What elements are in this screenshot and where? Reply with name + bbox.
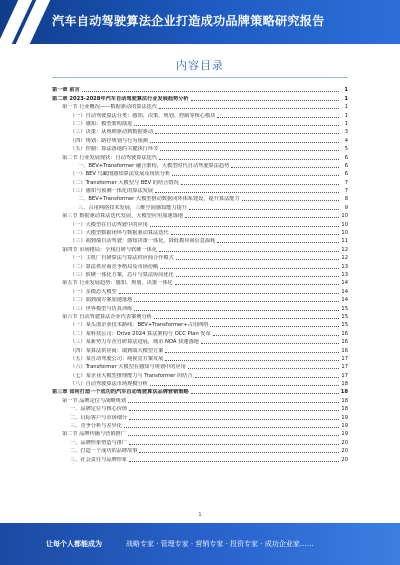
toc-entry[interactable]	[52, 211, 348, 219]
toc-entry-label: （一）主机厂自研算法与算法供应商合作模式	[70, 255, 174, 262]
toc-leader-dots	[134, 310, 339, 311]
report-header-banner	[0, 0, 400, 44]
toc-leader-dots	[165, 360, 339, 361]
toc-leader-dots	[188, 368, 339, 369]
toc-entry-page: 20	[341, 448, 348, 455]
toc-entry-label: 第三章 如何打造一个成功的汽车自动驾驶算法品牌营销策略	[52, 389, 189, 396]
toc-entry-page: 18	[341, 397, 348, 404]
toc-entry-page: 16	[341, 339, 348, 346]
toc-entry[interactable]	[52, 446, 348, 454]
toc-entry-page: 9	[344, 204, 348, 211]
toc-entry[interactable]	[52, 354, 348, 362]
page-number: 1	[198, 512, 202, 518]
toc-entry[interactable]	[52, 404, 348, 412]
toc-entry-label: （三）软硬一体化方案，芯片与算法协同优化	[70, 271, 174, 278]
toc-entry[interactable]	[52, 194, 348, 202]
toc-entry-page: 10	[341, 213, 348, 220]
toc-entry-label: （二）端到端方案加速落地	[70, 297, 133, 304]
toc-entry-label: （一）大模型在自动驾驶中的应用	[70, 221, 148, 228]
toc-entry-label: 三、社会责任与品牌形象	[70, 456, 128, 463]
toc-leader-dots	[129, 419, 339, 420]
toc-entry[interactable]	[52, 152, 348, 160]
toc-entry-label: 二、目标客户与市场细分	[70, 414, 128, 421]
toc-entry-label: （二）某科技公司：Drive 2024 算法架构与 OCC Plan 发布	[70, 330, 211, 337]
toc-leader-dots	[155, 133, 339, 134]
toc-entry-page: 20	[341, 456, 348, 463]
toc-entry-label: 第一章 前言	[52, 87, 80, 94]
toc-leader-dots	[155, 192, 339, 193]
toc-entry-label: 三、竞争分析与差异化	[70, 423, 122, 430]
toc-entry-label: 第三节 数据驱动算法迭代发展，大模型应用加速落地	[62, 213, 183, 220]
toc-entry[interactable]	[52, 270, 348, 278]
toc-entry[interactable]	[52, 127, 348, 135]
toc-leader-dots	[128, 402, 339, 403]
toc-entry-label: （五）某自动驾驶公司：纯视觉方案发展	[70, 355, 164, 362]
toc-entry-page: 1	[344, 87, 348, 94]
toc-entry-label: 二、打造一个成功的品牌故事	[70, 448, 138, 455]
toc-entry-label: 第二节 品牌传播与营销推广	[62, 431, 126, 438]
toc-leader-dots	[159, 251, 339, 252]
toc-entry[interactable]	[52, 219, 348, 227]
toc-entry-page: 18	[340, 389, 348, 396]
toc-entry-page: 6	[344, 154, 348, 161]
toc-entry-page: 17	[341, 364, 348, 371]
toc-entry-page: 15	[341, 313, 348, 320]
toc-entry-label: （七）某企业大模型推理能力与 Transformer 的结合	[70, 372, 193, 379]
toc-entry-page: 5	[344, 146, 348, 153]
toc-entry-label: 第六节 自动驾驶算法企业代表案例分析	[62, 313, 152, 320]
toc-entry-page: 1	[344, 104, 348, 111]
toc-leader-dots	[176, 276, 339, 277]
toc-entry-label: （六）Transformer 大模型在感知与规划中的应用	[70, 364, 186, 371]
toc-leader-dots	[129, 444, 339, 445]
toc-leader-dots	[171, 234, 339, 235]
toc-entry-label: （四）某算法供应商：端到端大模型方案	[70, 347, 164, 354]
toc-leader-dots	[189, 209, 339, 210]
toc-entry[interactable]	[52, 370, 348, 378]
toc-entry-page: 19	[341, 414, 348, 421]
toc-leader-dots	[217, 117, 339, 118]
toc-entry[interactable]	[52, 119, 348, 127]
toc-entry[interactable]	[52, 320, 348, 328]
toc-entry-page: 10	[341, 230, 348, 237]
toc-entry[interactable]	[52, 253, 348, 261]
toc-entry-page: 7	[344, 179, 348, 186]
toc-leader-dots	[159, 159, 339, 160]
toc-entry-page: 15	[341, 305, 348, 312]
toc-entry-page: 1	[344, 95, 348, 102]
toc-entry-page: 18	[341, 406, 348, 413]
toc-entry-page: 15	[341, 322, 348, 329]
toc-leader-dots	[124, 427, 339, 428]
toc-entry-page: 7	[344, 188, 348, 195]
toc-entry-page: 16	[341, 330, 348, 337]
toc-entry[interactable]	[52, 144, 348, 152]
toc-entry-label: （二）Transformer 大模型与 BEV 的结合情况	[70, 179, 179, 186]
toc-entry[interactable]	[52, 169, 348, 177]
toc-entry-page: 13	[341, 263, 348, 270]
toc-entry[interactable]	[52, 312, 348, 320]
toc-entry[interactable]	[52, 345, 348, 353]
toc-leader-dots	[217, 242, 339, 243]
toc-leader-dots	[129, 461, 339, 462]
toc-entry-page: 12	[341, 246, 348, 253]
toc-entry-label: （一）某头部企业技术路线：BEV+Transformer+占用网络	[70, 322, 209, 329]
toc-entry-page: 16	[341, 347, 348, 354]
toc-entry-page: 11	[341, 238, 348, 245]
toc-leader-dots	[191, 393, 339, 394]
toc-entry-label: 一、BEV+Transformer 融合架构，大模型时代自动驾驶算法趋势	[78, 162, 230, 169]
toc-leader-dots	[154, 318, 339, 319]
toc-entry-page: 18	[341, 381, 348, 388]
toc-leader-dots	[175, 284, 339, 285]
toc-entry-page: 17	[341, 372, 348, 379]
toc-leader-dots	[185, 217, 339, 218]
toc-leader-dots	[231, 167, 339, 168]
toc-leader-dots	[172, 175, 339, 176]
toc-entry[interactable]	[52, 202, 348, 210]
toc-leader-dots	[134, 301, 339, 302]
toc-leader-dots	[119, 293, 339, 294]
toc-entry[interactable]	[52, 278, 348, 286]
toc-entry[interactable]	[52, 286, 348, 294]
toc-entry[interactable]	[52, 454, 348, 462]
toc-entry-label: （二）算法供应商竞争格局及市场份额	[70, 263, 159, 270]
toc-leader-dots	[150, 142, 339, 143]
toc-entry-page: 13	[341, 271, 348, 278]
footer-banner	[0, 523, 400, 565]
toc-entry[interactable]	[52, 110, 348, 118]
toc-entry-label: （一）多模态大模型	[70, 288, 117, 295]
toc-leader-dots	[191, 100, 339, 101]
toc-leader-dots	[150, 226, 339, 227]
toc-leader-dots	[160, 150, 339, 151]
toc-entry[interactable]	[52, 228, 348, 236]
toc-entry-label: 第四节 市场格局：全栈自研与软硬一体化	[62, 246, 158, 253]
toc-entry-label: 第二章 2023-2028年汽车自动驾驶算法行业发展趋势分析	[52, 95, 189, 102]
toc-leader-dots	[150, 385, 339, 386]
toc-entry-label: 一、品牌定位与核心价值	[70, 406, 128, 413]
toc-entry-page: 1	[344, 112, 348, 119]
toc-entry-label: 三、占用网络技术发展，三维空间感知能力提升	[78, 204, 187, 211]
toc-leader-dots	[195, 377, 339, 378]
toc-leader-dots	[160, 268, 339, 269]
toc-leader-dots	[165, 352, 339, 353]
toc-entry[interactable]	[52, 362, 348, 370]
toc-entry-label: 二、BEV+Transformer 大模型推动数据闭环体系建设，提升算法能力	[78, 196, 240, 203]
toc-entry[interactable]	[52, 244, 348, 252]
toc-entry-label: （三）决策：从规则驱动到数据驱动	[70, 129, 154, 136]
toc-entry-page: 6	[344, 171, 348, 178]
toc-entry-page: 10	[341, 221, 348, 228]
toc-leader-dots	[129, 410, 339, 411]
toc-entry-page: 1	[344, 120, 348, 127]
toc-entry-label: （一）自动驾驶算法分类：感知、决策、规划、控制等核心模块	[70, 112, 216, 119]
toc-entry[interactable]	[52, 429, 348, 437]
toc-entry-page: 12	[341, 255, 348, 262]
toc-entry-label: 一、品牌形象塑造与推广	[70, 439, 128, 446]
toc-leader-dots	[128, 435, 339, 436]
toc-entry[interactable]	[52, 186, 348, 194]
toc-leader-dots	[242, 200, 339, 201]
toc-heading: 内容目录	[176, 59, 224, 72]
toc-leader-dots	[82, 91, 339, 92]
toc-entry[interactable]	[52, 261, 348, 269]
toc-leader-dots	[181, 184, 339, 185]
toc-entry-page: 20	[341, 439, 348, 446]
toc-entry-page: 6	[344, 162, 348, 169]
toc-entry-label: （三）端到端自动驾驶：感知决策一体化，降低模块间信息损耗	[70, 238, 216, 245]
toc-entry-label: （五）控制：算法落地的关键执行环节	[70, 146, 159, 153]
toc-entry[interactable]	[52, 395, 348, 403]
toc-entry-label: 第一节 品牌定位与战略规划	[62, 397, 126, 404]
toc-entry-label: （二）感知：模型架构演进	[70, 120, 133, 127]
toc-entry-page: 14	[341, 280, 348, 287]
toc-leader-dots	[159, 108, 339, 109]
toc-entry-page: 3	[344, 129, 348, 136]
toc-entry[interactable]	[52, 102, 348, 110]
toc-leader-dots	[210, 326, 339, 327]
toc-entry[interactable]	[52, 303, 348, 311]
toc-leader-dots	[213, 335, 339, 336]
toc-entry[interactable]	[52, 236, 348, 244]
toc-entry[interactable]	[52, 379, 348, 387]
toc-entry[interactable]	[52, 421, 348, 429]
toc-leader-dots	[201, 343, 339, 344]
toc-entry-page: 4	[344, 137, 348, 144]
toc-entry-label: （三）世界模型与仿真训练	[70, 305, 133, 312]
toc-heading-divider	[52, 77, 348, 78]
table-of-contents	[52, 85, 348, 463]
toc-entry-label: （三）感知与预测一体化的算法发展	[70, 188, 154, 195]
toc-entry[interactable]	[52, 93, 348, 101]
toc-entry[interactable]	[52, 387, 348, 395]
toc-entry-page: 19	[341, 423, 348, 430]
footer-tagline: 战略专家 · 管理专家 · 营销专家 · 投资专家 · 成功企业家……	[126, 540, 314, 548]
footer-slogan: 让每个人都能成为	[46, 540, 102, 548]
toc-entry[interactable]	[52, 337, 348, 345]
toc-entry[interactable]	[52, 135, 348, 143]
toc-entry[interactable]	[52, 437, 348, 445]
toc-entry[interactable]	[52, 412, 348, 420]
toc-entry[interactable]	[52, 177, 348, 185]
toc-entry-label: （一）BEV 鸟瞰图感知算法发展及现状分析	[70, 171, 171, 178]
toc-entry-page: 8	[344, 196, 348, 203]
toc-entry-label: 第一节 行业概况——数据驱动的算法迭代	[62, 104, 158, 111]
toc-entry-page: 14	[341, 288, 348, 295]
toc-entry-label: （八）自动驾驶算法市场规模分析	[70, 381, 148, 388]
toc-leader-dots	[134, 125, 339, 126]
toc-entry-label: （二）大模型数据闭环与数据驱动算法迭代	[70, 230, 169, 237]
toc-entry[interactable]	[52, 161, 348, 169]
toc-entry-label: 第五节 行业发展趋势：感知、规划、决策一体化	[62, 280, 173, 287]
toc-entry-page: 14	[341, 297, 348, 304]
toc-leader-dots	[176, 259, 339, 260]
toc-entry-label: （三）某新势力车企自研算法进展，城市 NOA 快速落地	[70, 339, 199, 346]
toc-leader-dots	[139, 452, 339, 453]
toc-entry-label: 第二节 行业发展现状：自动驾驶算法迭代	[62, 154, 158, 161]
toc-entry[interactable]	[52, 295, 348, 303]
toc-entry-label: （四）规划：路径规划与行为预测	[70, 137, 148, 144]
toc-entry[interactable]	[52, 85, 348, 93]
toc-entry-page: 17	[341, 355, 348, 362]
toc-entry[interactable]	[52, 328, 348, 336]
report-title: 汽车自动驾驶算法企业打造成功品牌策略研究报告	[52, 14, 325, 28]
toc-entry-page: 19	[341, 431, 348, 438]
